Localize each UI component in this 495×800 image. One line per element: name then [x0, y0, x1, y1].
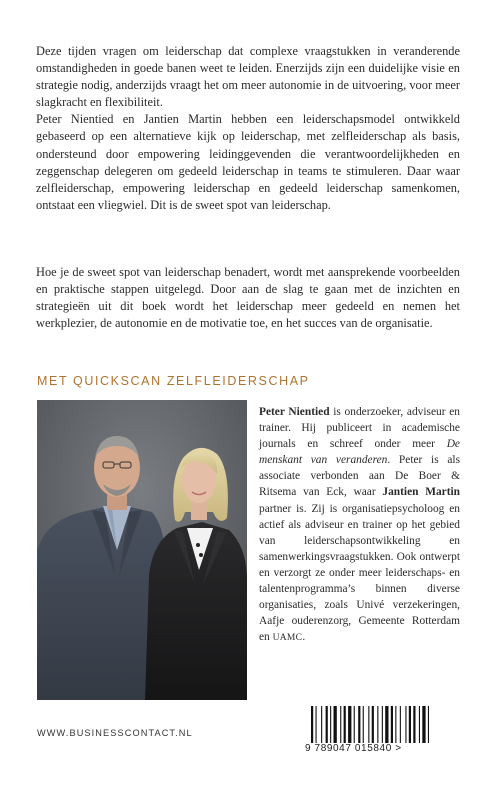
- barcode-bar: [326, 706, 328, 744]
- barcode-bar: [354, 706, 355, 744]
- barcode-bar: [358, 706, 360, 744]
- barcode-bar: [409, 706, 411, 744]
- author-photo-illustration: [37, 400, 247, 700]
- blurb-paragraph-1: [36, 43, 460, 214]
- barcode-bar: [400, 706, 401, 744]
- bio-text-3: partner is. Zij is organisatiepsycholoog en actief als adviseur en trainer op het gebied van leiderschapsontwikkeling en samenwerkingsvraagstukken. Ook ontwerpt en verzorgt ze onder meer leiderschaps- en talentenprogramma’s binnen diverse organisaties, zoals Univé verzekeringen, Aafje ouderenzorg, Gemeente Rotterdam en: [259, 502, 460, 644]
- author-name-jantien: Jantien Martin: [382, 486, 461, 499]
- blurb-paragraph-1a: Deze tijden vragen om leiderschap dat complexe vraagstukken in veranderende omstandigheden in goede banen weet te leiden. Enerzijds zijn een duidelijke visie en strategie nodig, anderzijds vraagt het om meer autonomie in de uitvoering, voor meer slagkracht en flexibiliteit.: [36, 44, 460, 110]
- barcode-bar: [321, 706, 322, 744]
- barcode-bar: [413, 706, 415, 744]
- barcode-bar: [368, 706, 369, 744]
- barcode-bar: [419, 706, 420, 744]
- barcode-bar: [334, 706, 337, 744]
- bio-text-1: is onderzoeker, adviseur en trainer. Hij publiceert in academische journals en schreef onder meer: [259, 406, 460, 451]
- barcode-bar: [363, 706, 364, 744]
- barcode-bar: [395, 706, 396, 744]
- publisher-website-link[interactable]: WWW.BUSINESSCONTACT.NL: [37, 728, 193, 738]
- barcode-bar: [391, 706, 393, 744]
- bio-org-uamc: UAMC: [272, 633, 303, 644]
- author-name-peter: Peter Nientied: [259, 406, 330, 418]
- blurb-paragraph-2: Hoe je de sweet spot van leiderschap benadert, wordt met aansprekende voorbeelden en praktische stappen uitgelegd. Door aan de slag te gaan met de inzichten en strategieën uit dit boek wordt het leiderschap meer gedeeld en nemen het werkplezier, de autonomie en de motivatie toe, en het succes van de organisatie.: [36, 265, 460, 331]
- bio-text-2: . Peter is als associate verbonden aan De Boer & Ritsema van Eck, waar: [259, 454, 461, 499]
- quickscan-tagline: MET QUICKSCAN ZELFLEIDERSCHAP: [37, 374, 310, 388]
- barcode-bar: [385, 706, 388, 744]
- isbn-digits: 9 789047 015840 >: [303, 743, 480, 754]
- book-title-reference: De menskant van veranderen: [259, 438, 460, 467]
- barcode-bar: [405, 706, 406, 744]
- barcode-bar: [377, 706, 378, 744]
- blurb-paragraph-1b: Peter Nientied en Jantien Martin hebben een leiderschapsmodel ontwikkeld gebaseerd op een alternatieve kijk op leiderschap, met zelfleiderschap als basis, ondersteund door empowering leidinggevenden die verantwoordelijkheden en zeggenschap delegeren om gedeeld leiderschap in teams te stimuleren. Daar waar zelfleiderschap, empowering leiderschap en gedeeld leiderschap samenkomen, ontstaat een vliegwiel. Dit is de sweet spot van leiderschap.: [36, 112, 460, 212]
- barcode-bar: [382, 706, 383, 744]
- barcode-bar: [340, 706, 341, 744]
- barcode-bar: [348, 706, 351, 744]
- author-bio: [259, 404, 460, 646]
- barcode-bar: [422, 706, 425, 744]
- bio-text-4: .: [302, 631, 306, 644]
- barcode-bar: [330, 706, 331, 744]
- barcode-bar: [344, 706, 346, 744]
- author-photo: [37, 400, 247, 700]
